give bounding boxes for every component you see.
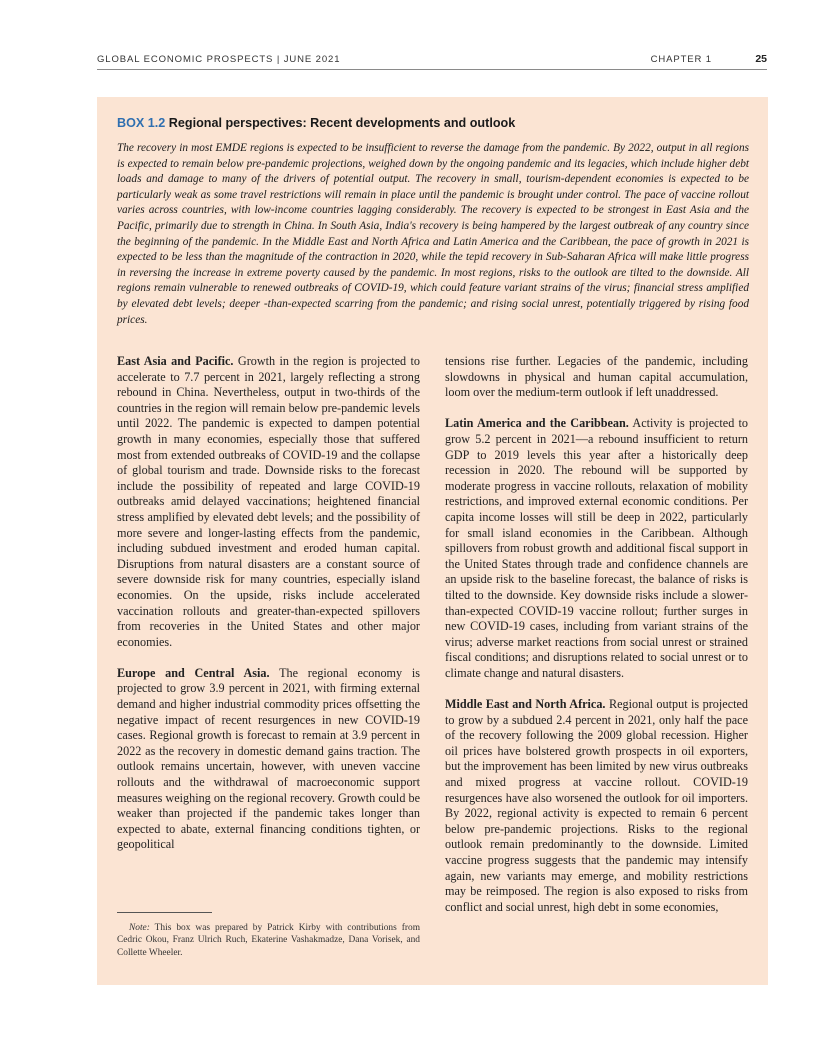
section-text: The regional economy is projected to grow 3.9 percent in 2021, with firming external demand and higher industrial commodity prices offsetting the negative impact of recent resurgences in new COVID-19 cases. Regional growth is forecast to remain at 3.9 percent in 2022 as the recovery in domestic demand gains traction. The outlook remains uncertain, however, with uneven vaccine rollouts and the withdrawal of macroeconomic support measures weighing on the regional recovery. Growth could be weaker than projected if the pandemic takes longer than expected to abate, external financing conditions tighten, or geopolitical — [117, 665, 420, 852]
section-latin-america-caribbean — [445, 416, 748, 681]
section-heading: Europe and Central Asia. — [117, 665, 270, 680]
box-title-text: Regional perspectives: Recent developments and outlook — [168, 116, 516, 130]
section-heading: Middle East and North Africa. — [445, 697, 606, 712]
box-label: BOX 1.2 — [117, 116, 166, 130]
chapter-label: CHAPTER 1 — [650, 54, 712, 65]
page-number: 25 — [755, 53, 767, 65]
box-panel — [97, 97, 768, 985]
section-text: Regional output is projected to grow by a subdued 2.4 percent in 2021, only half the pace of the recovery following the 2009 global recession. Higher oil prices have bolstered growth prospects in oil exporters, but the improvement has been limited by new virus outbreaks and mixed progress at vaccine rollout. COVID-19 resurgences have also worsened the outlook for oil importers. By 2022, regional activity is expected to remain 6 percent below pre-pandemic projections. Risks to the regional outlook remain predominantly to the downside. Limited vaccine progress suggests that the pandemic may intensify again, new variants may emerge, and mobility restrictions may be reimposed. The region is also exposed to risks from conflict and social unrest, high debt in some economies, — [445, 697, 748, 914]
publication-title: GLOBAL ECONOMIC PROSPECTS | JUNE 2021 — [97, 54, 341, 65]
left-column — [117, 354, 420, 869]
section-middle-east-north-africa — [445, 697, 748, 915]
box-title — [117, 116, 515, 130]
footnote-divider — [117, 912, 212, 913]
running-header — [97, 49, 767, 70]
footnote-label: Note: — [129, 923, 150, 933]
section-europe-central-asia-continued: tensions rise further. Legacies of the pandemic, including slowdowns in physical and human capital accumulation, loom over the medium-term outlook if left unaddressed. — [445, 354, 748, 400]
right-column — [445, 354, 748, 931]
section-text: Growth in the region is projected to accelerate to 7.7 percent in 2021, largely reflecting a strong rebound in China. Nevertheless, output in two-thirds of the countries in the region will remain below pre-pandemic levels until 2022. The pandemic is expected to dampen potential growth in many economies, especially those that suffered most from extended outbreaks of COVID-19 and the collapse of global tourism and trade. Downside risks to the forecast include the possibility of repeated and large COVID-19 outbreaks amid delayed vaccinations; heightened financial stress amplified by elevated debt levels; and the possibility of more severe and longer-lasting effects from the pandemic, including subdued investment and eroded human capital. Disruptions from natural disasters are a constant source of severe downside risk for many countries, especially island economies. On the upside, risks include accelerated vaccination rollouts and greater-than-expected spillovers from recoveries in the United States and other major economies. — [117, 354, 420, 649]
footnote — [117, 922, 420, 959]
section-heading: East Asia and Pacific. — [117, 354, 234, 368]
section-europe-central-asia — [117, 666, 420, 853]
section-heading: Latin America and the Caribbean. — [445, 416, 629, 431]
box-summary: The recovery in most EMDE regions is expected to be insufficient to reverse the damage from the pandemic. By 2022, output in all regions is expected to remain below pre-pandemic projections, weighed down by the ongoing pandemic and its legacies, which include higher debt loads and damage to many of the drivers of potential output. The recovery in small, tourism-dependent economies is expected to be particularly weak as some travel restrictions will remain in place until the pandemic is brought under control. The pace of vaccine rollout varies across countries, with low-income countries lagging considerably. The recovery is expected to be strongest in East Asia and the Pacific, primarily due to strength in China. In South Asia, India's recovery is being hampered by the largest outbreak of any country since the beginning of the pandemic. In the Middle East and North Africa and Latin America and the Caribbean, the pace of growth in 2021 is expected to be less than the magnitude of the contraction in 2020, while the tepid recovery in Sub-Saharan Africa will make little progress in reversing the increase in extreme poverty caused by the pandemic. In most regions, risks to the outlook are tilted to the downside. All regions remain vulnerable to renewed outbreaks of COVID-19, which could feature variant strains of the virus; financial stress amplified by elevated debt levels; deeper -than-expected scarring from the pandemic; and rising social unrest, potentially triggered by rising food prices. — [117, 142, 749, 326]
footnote-text: This box was prepared by Patrick Kirby with contributions from Cedric Okou, Franz Ulrich Ruch, Ekaterine Vashakmadze, Dana Vorisek, and Collette Wheeler. — [117, 923, 420, 958]
section-text: Activity is projected to grow 5.2 percent in 2021—a rebound insufficient to return GDP to 2019 levels this year after a historically deep recession in 2020. The rebound will be supported by moderate progress in vaccine rollouts, relaxation of mobility restrictions, and improved external economic conditions. Per capita income losses will still be deep in 2022, particularly for small island economies in the Caribbean. Although spillovers from robust growth and additional fiscal support in the United States through trade and confidence channels are an upside risk to the baseline forecast, the balance of risks is tilted to the downside. Key downside risks include a slower-than-expected COVID-19 vaccine rollout; further surges in new COVID-19 cases, including from variant strains of the virus; adverse market reactions from social unrest or strained fiscal conditions; and disruptions related to social unrest or to climate change and natural disasters. — [445, 416, 748, 680]
section-east-asia-pacific — [117, 354, 420, 650]
